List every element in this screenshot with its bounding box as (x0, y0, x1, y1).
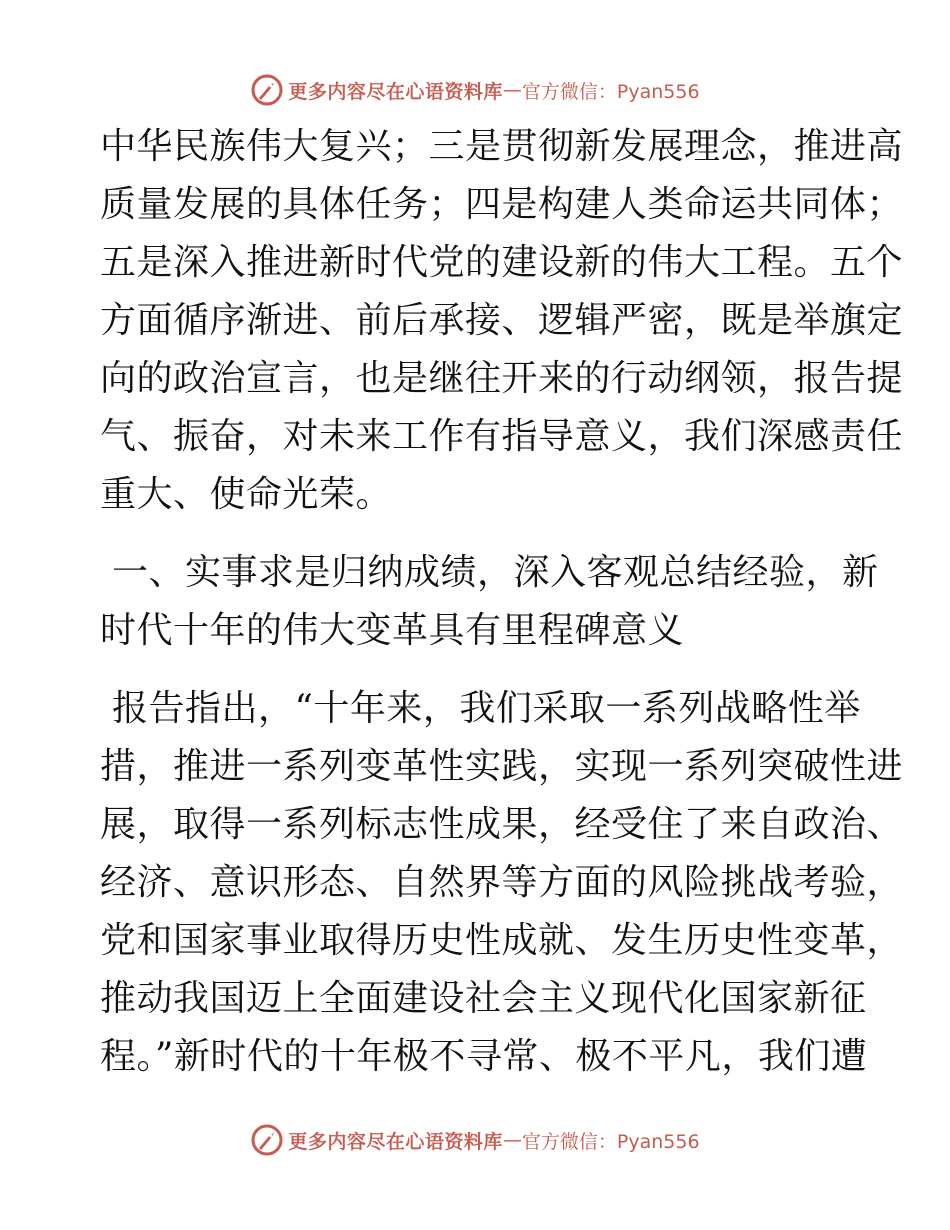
text-line: 党和国家事业取得历史性成就、发生历史性变革， (100, 920, 904, 961)
pen-logo-icon (250, 73, 284, 107)
text-line: 展，取得一系列标志性成果，经受住了来自政治、 (100, 804, 904, 845)
text-line: 向的政治宣言，也是继往开来的行动纲领，报告提 (100, 358, 904, 399)
watermark-separator: — (502, 79, 522, 101)
watermark-text: 更多内容尽在心语资料库 (288, 1130, 503, 1153)
watermark-text: 更多内容尽在心语资料库 (288, 80, 503, 103)
text-line: 质量发展的具体任务；四是构建人类命运共同体； (100, 184, 904, 225)
text-line: 推动我国迈上全面建设社会主义现代化国家新征 (100, 978, 867, 1019)
document-body (100, 118, 904, 1086)
text-line: 程。”新时代的十年极不寻常、极不平凡，我们遭 (100, 1036, 868, 1077)
paragraph (100, 680, 904, 1086)
text-line: 重大、使命光荣。 (100, 474, 393, 515)
paragraph (100, 118, 904, 524)
text-line: 经济、意识形态、自然界等方面的风险挑战考验， (100, 862, 904, 903)
footer-watermark (0, 1120, 950, 1160)
text-line: 五是深入推进新时代党的建设新的伟大工程。五个 (100, 242, 904, 283)
header-watermark (0, 70, 950, 110)
watermark-wechat: 官方微信：Pyan556 (521, 1130, 700, 1153)
text-line: 气、振奋，对未来工作有指导意义，我们深感责任 (100, 416, 904, 457)
text-line: 中华民族伟大复兴；三是贯彻新发展理念，推进高 (100, 126, 904, 167)
pen-logo-icon (250, 1123, 284, 1157)
heading-line: 时代十年的伟大变革具有里程碑意义 (100, 610, 685, 651)
heading-line: 一、实事求是归纳成绩，深入客观总结经验，新 (100, 552, 879, 593)
watermark-wechat: 官方微信：Pyan556 (521, 80, 700, 103)
text-line: 措，推进一系列变革性实践，实现一系列突破性进 (100, 746, 904, 787)
section-heading (100, 544, 879, 660)
text-line: 方面循序渐进、前后承接、逻辑严密，既是举旗定 (100, 300, 904, 341)
text-line: 报告指出，“十年来，我们采取一系列战略性举 (100, 688, 861, 729)
watermark-separator: — (502, 1129, 522, 1151)
